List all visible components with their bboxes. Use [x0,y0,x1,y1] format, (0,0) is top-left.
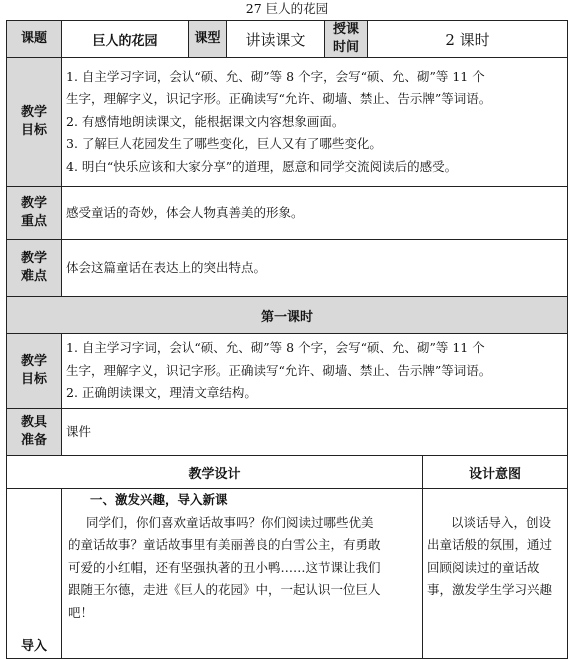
intent-line: 出童话般的氛围，通过 [427,537,553,552]
goals-label-line2: 目标 [20,123,47,138]
focus-label-line2: 重点 [20,214,47,229]
tools-label [7,409,62,456]
design-line: 的童话故事？童话故事里有美丽善良的白雪公主，有勇敢 [68,537,381,552]
intent-line: 事，激发学生学习兴趣 [427,582,553,597]
goal-line: 3. 了解巨人花园发生了哪些变化，巨人又有了哪些变化。 [66,136,382,152]
lesson1-goals-label-line2: 目标 [20,372,47,387]
lesson1-goals-content [62,334,568,409]
intent-column-header: 设计意图 [423,456,568,489]
design-line: 同学们，你们喜欢童话故事吗？你们阅读过哪些优美 [86,514,374,530]
design-line: 跟随王尔德，走进《巨人的花园》中，一起认识一位巨人 [68,582,381,597]
lesson1-goal-line: 2. 正确朗读课文，理清文章结构。 [66,385,257,401]
hours-value: 2 课时 [368,21,568,58]
difficulty-label-line2: 难点 [20,269,47,284]
intent-content [423,489,568,659]
tools-label-line2: 准备 [20,433,47,448]
lesson1-goal-line: 生字，理解字义，识记字形。正确读写“允许、砌墙、禁止、告示牌”等词语。 [66,362,492,378]
goals-label [7,58,62,187]
design-content [62,489,423,659]
lesson1-goal-line: 1. 自主学习字词，会认“硕、允、砌”等 8 个字，会写“硕、允、砌”等 11 个 [66,340,485,356]
tools-label-line1: 教具 [20,415,47,430]
difficulty-label [7,240,62,297]
design-heading: 一、激发兴趣，导入新课 [90,492,228,507]
tools-text: 课件 [62,409,568,456]
hours-label [325,21,368,58]
design-line: 吧！ [68,604,94,620]
type-label: 课型 [189,21,227,58]
intent-line: 以谈话导入，创设 [451,514,552,530]
goal-line: 1. 自主学习字词，会认“硕、允、砌”等 8 个字，会写“硕、允、砌”等 11 个 [66,68,485,84]
difficulty-text: 体会这篇童话在表达上的突出特点。 [62,240,568,297]
difficulty-label-line1: 教学 [20,251,47,266]
design-line: 可爱的小红帽，还有坚强执著的丑小鸭……这节课让我们 [68,559,381,575]
design-column-header: 教学设计 [7,456,423,489]
topic-value: 巨人的花园 [62,21,189,58]
focus-label [7,187,62,240]
lesson1-goals-label-line1: 教学 [20,354,47,369]
focus-text: 感受童话的奇妙，体会人物真善美的形象。 [62,187,568,240]
goals-content [62,58,568,187]
type-value: 讲读课文 [227,21,325,58]
intent-line: 回顾阅读过的童话故 [427,559,540,575]
topic-label: 课题 [7,21,62,58]
hours-label-line1: 授课 [333,22,360,37]
lesson1-title: 第一课时 [7,297,568,334]
goal-line: 4. 明白“快乐应该和大家分享”的道理，愿意和同学交流阅读后的感受。 [66,158,458,174]
goal-line: 2. 有感情地朗读课文，能根据课文内容想象画面。 [66,113,345,129]
goal-line: 生字，理解字义，识记字形。正确读写“允许、砌墙、禁止、告示牌”等词语。 [66,91,492,107]
lesson-plan-table [6,20,568,659]
hours-label-line2: 时间 [333,40,360,55]
intro-label: 导入 [7,489,62,659]
document-title: 27 巨人的花园 [245,1,329,16]
lesson1-goals-label [7,334,62,409]
goals-label-line1: 教学 [20,105,47,120]
focus-label-line1: 教学 [20,196,47,211]
